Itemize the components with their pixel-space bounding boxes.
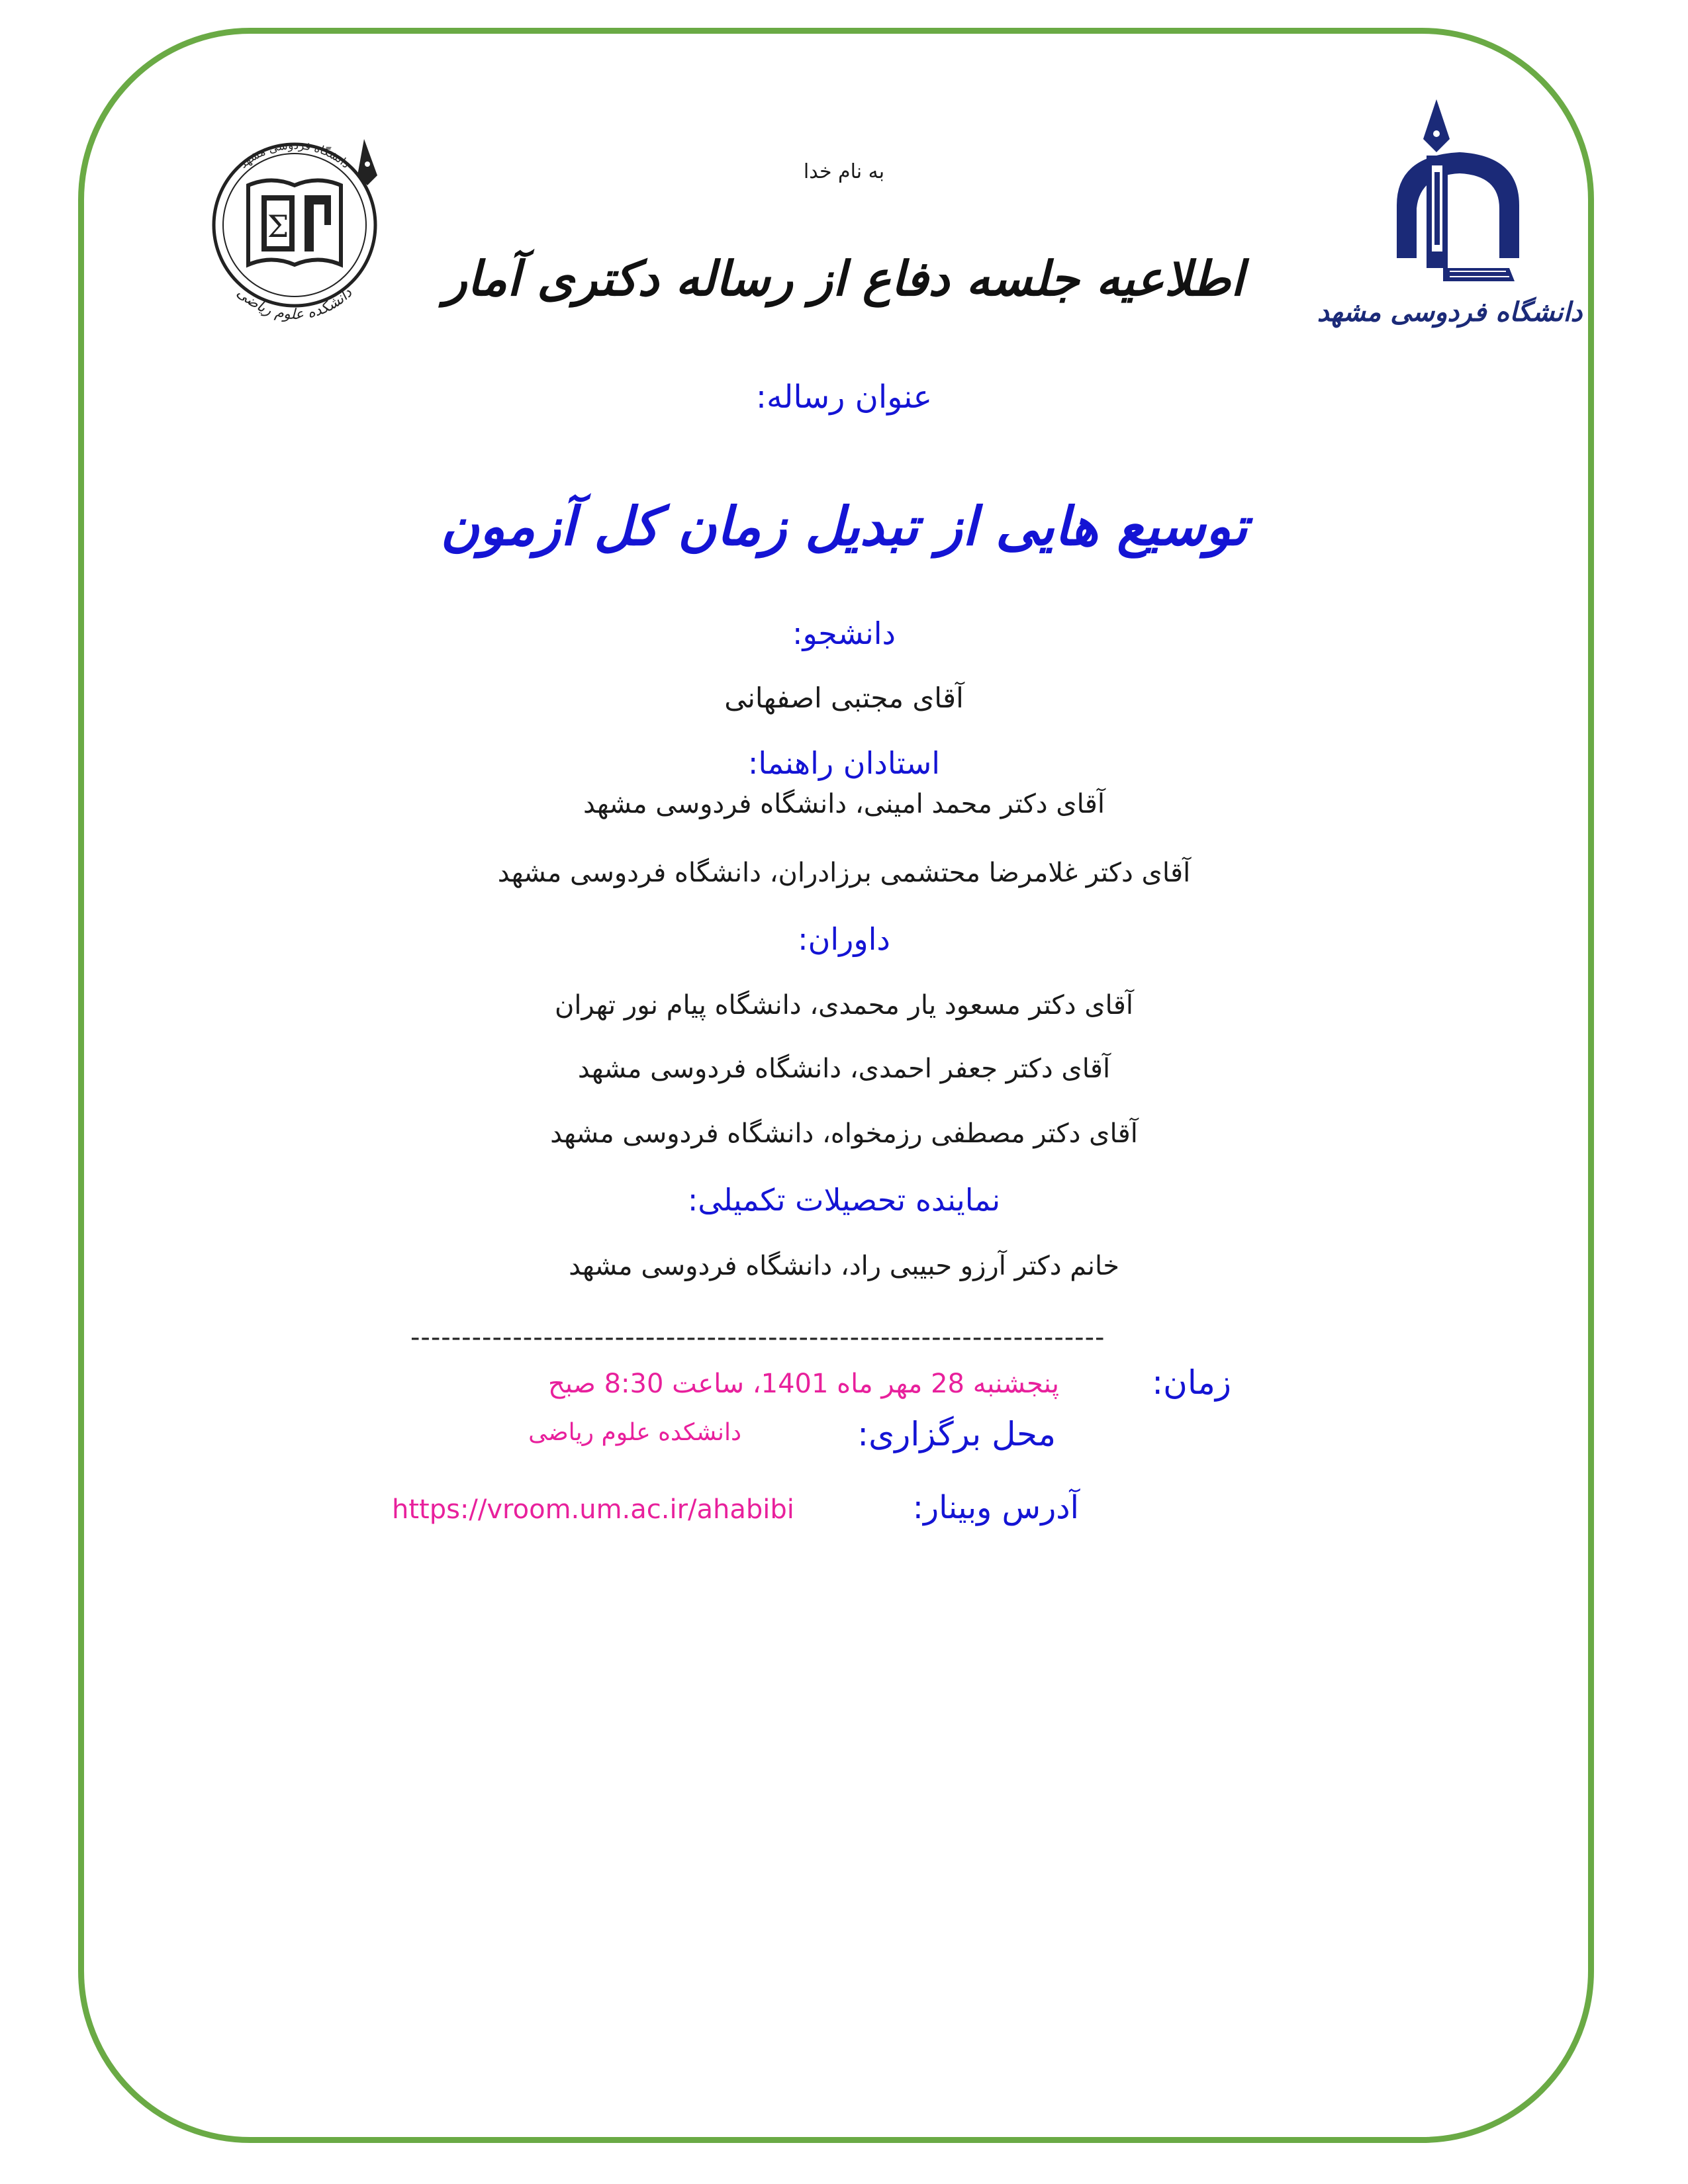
bismillah-text: به نام خدا	[803, 160, 885, 183]
svg-text:Σ: Σ	[267, 208, 289, 244]
student-label: دانشجو:	[792, 615, 896, 651]
webinar-label: آدرس وبینار:	[912, 1489, 1079, 1526]
faculty-logo-bottom-text: دانشکده علوم ریاضی	[233, 284, 356, 324]
university-logo	[1317, 93, 1583, 344]
time-label: زمان:	[1152, 1363, 1231, 1402]
ferdowsi-university-emblem-icon	[1317, 93, 1583, 344]
advisor-item: آقای دکتر محمد امینی، دانشگاه فردوسی مشهد	[583, 789, 1105, 819]
advisor-item: آقای دکتر غلامرضا محتشمی برزادران، دانشگاه فردوسی مشهد	[497, 858, 1191, 888]
referee-item: آقای دکتر مسعود یار محمدی، دانشگاه پیام نور تهران	[555, 990, 1133, 1021]
announcement-title: اطلاعیه جلسه دفاع از رساله دکتری آمار	[444, 250, 1244, 306]
referee-item: آقای دکتر مصطفی رزمخواه، دانشگاه فردوسی مشهد	[550, 1118, 1138, 1149]
faculty-of-mathematical-sciences-emblem-icon	[199, 113, 391, 357]
thesis-title-label: عنوان رساله:	[755, 379, 933, 416]
advisors-label: استادان راهنما:	[747, 745, 941, 781]
graduate-rep-label: نماینده تحصیلات تکمیلی:	[687, 1182, 1001, 1218]
student-name: آقای مجتبی اصفهانی	[724, 682, 964, 714]
faculty-logo-top-text: دانشگاه فردوسی مشهد	[237, 138, 353, 171]
venue-value: دانشکده علوم ریاضی	[528, 1419, 741, 1446]
separator-line: --------------------------------------------------------------------	[410, 1322, 1105, 1353]
time-value: پنجشنبه 28 مهر ماه 1401، ساعت 8:30 صبح	[548, 1369, 1059, 1399]
faculty-logo	[199, 113, 391, 357]
university-logo-text: دانشگاه فردوسی مشهد	[1317, 296, 1583, 328]
venue-label: محل برگزاری:	[857, 1415, 1056, 1453]
referee-item: آقای دکتر جعفر احمدی، دانشگاه فردوسی مشهد	[577, 1054, 1111, 1084]
graduate-rep-name: خانم دکتر آرزو حبیبی راد، دانشگاه فردوسی مشهد	[569, 1251, 1119, 1281]
referees-label: داوران:	[798, 921, 890, 957]
thesis-title: توسیع هایی از تبدیل زمان کل آزمون	[440, 495, 1248, 557]
webinar-link[interactable]: https://vroom.um.ac.ir/ahabibi	[392, 1494, 794, 1525]
